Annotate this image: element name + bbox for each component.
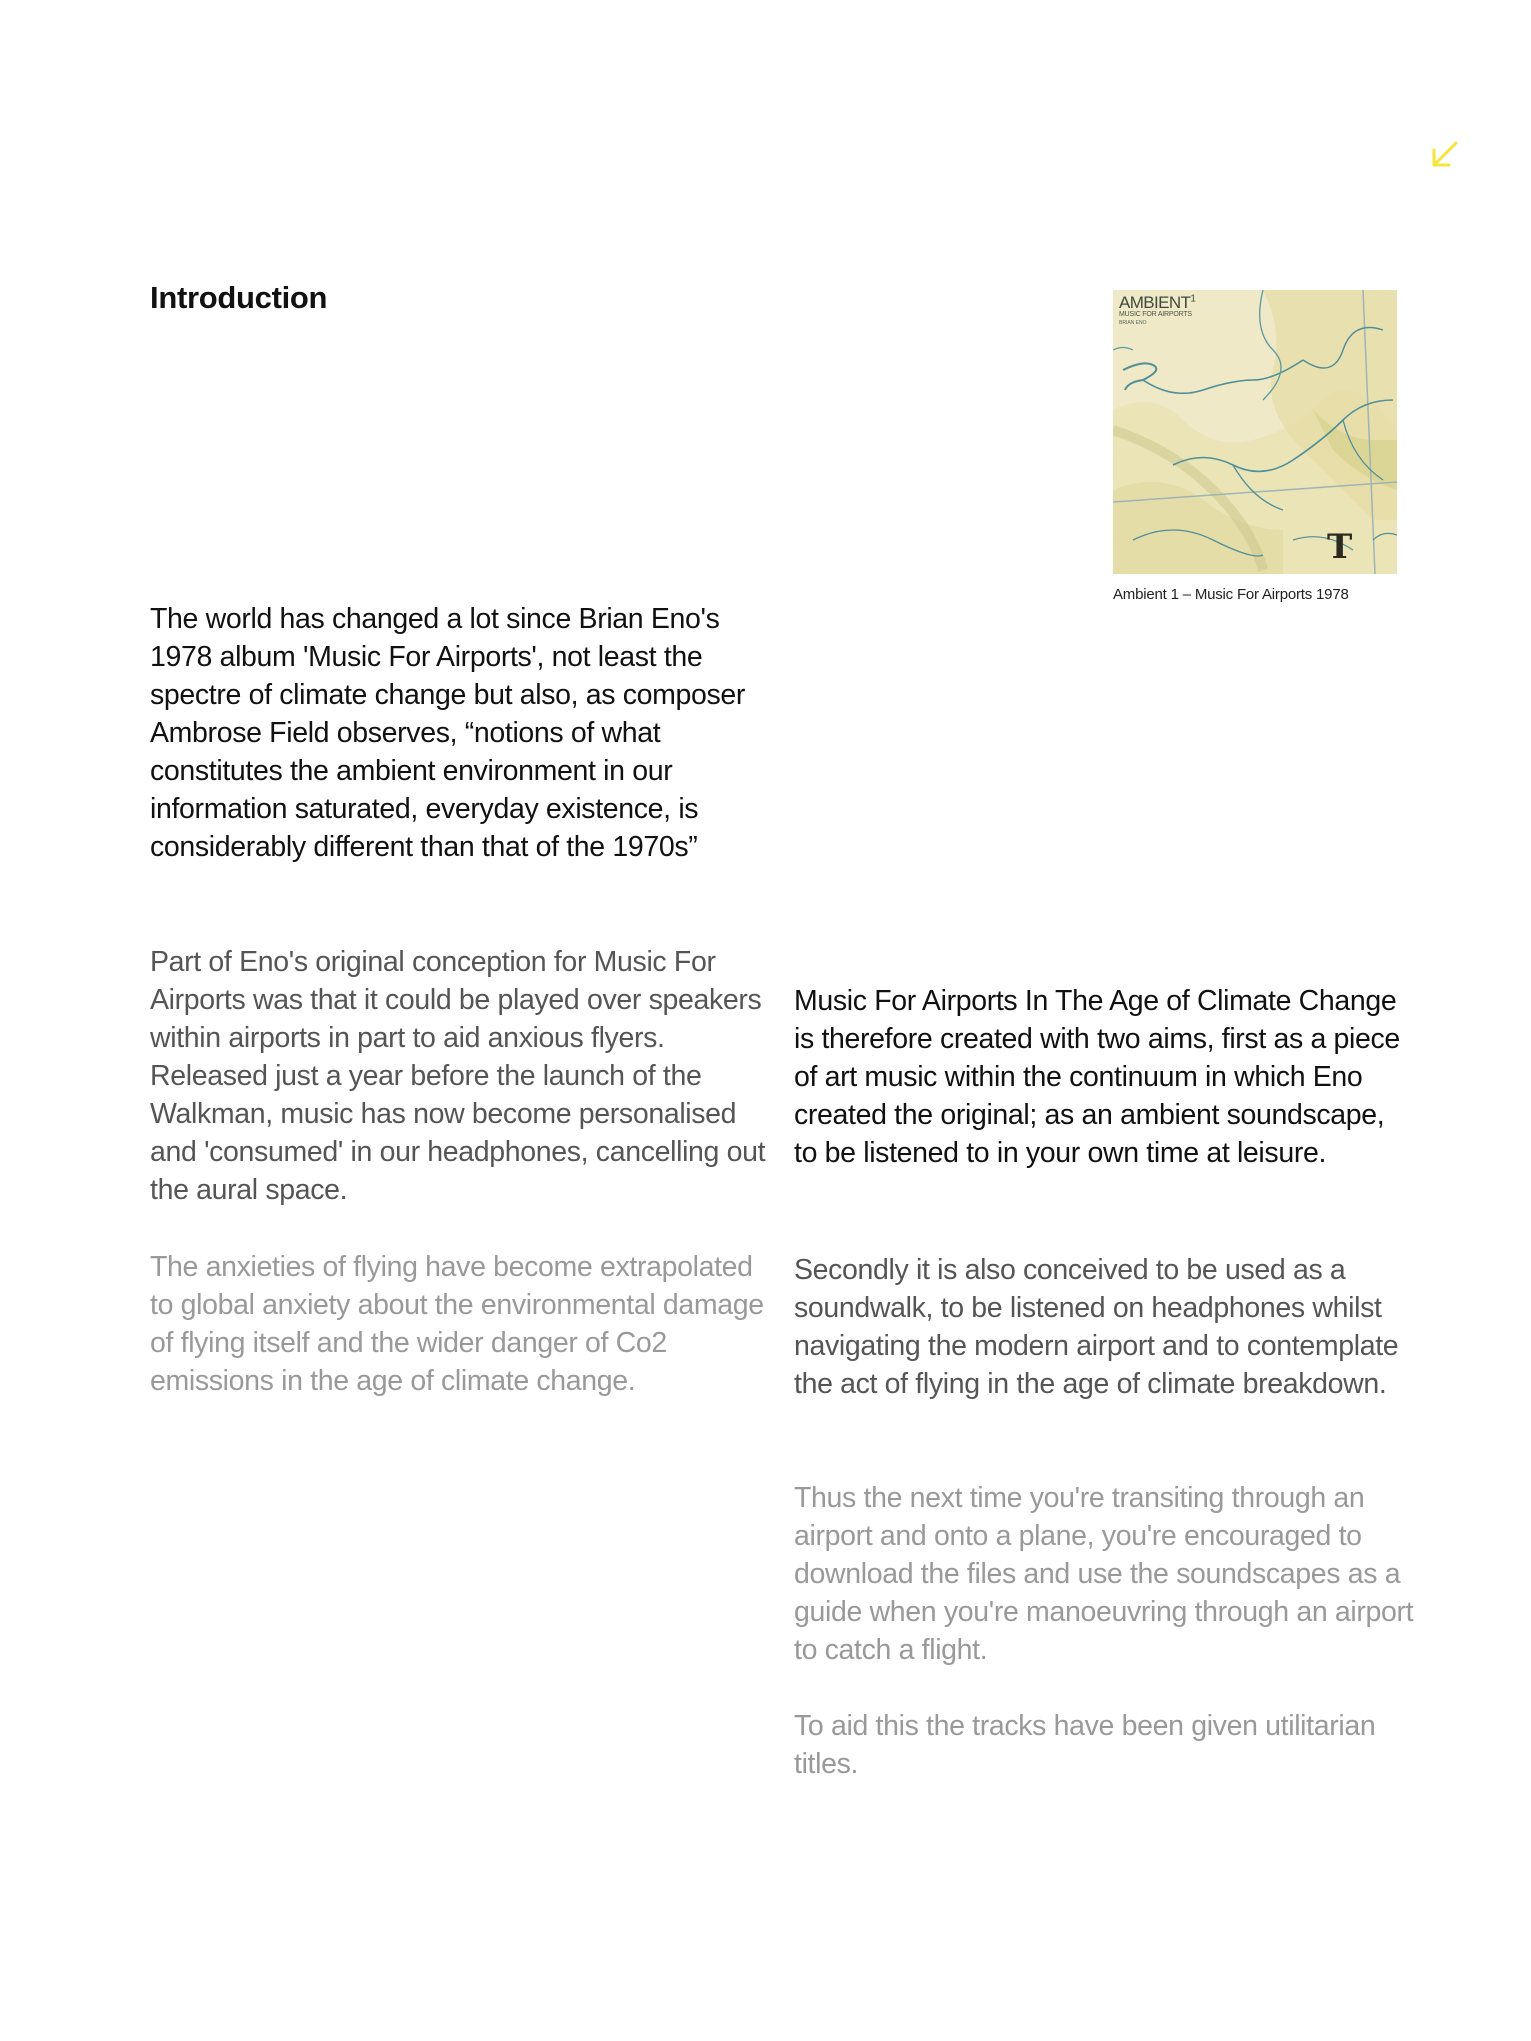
cover-title: AMBIENT$^1$ — [1119, 293, 1196, 312]
section-title: Introduction — [150, 280, 328, 315]
cover-subtitle: MUSIC FOR AIRPORTS — [1119, 311, 1192, 318]
album-cover-image — [1113, 290, 1397, 574]
cover-artist: BRIAN ENO — [1119, 320, 1147, 326]
paragraph: The world has changed a lot since Brian Eno's 1978 album 'Music For Airports', not least the spectre of climate change but also, as composer Ambrose Field observes, “notions of what constitutes the ambient environment in our information saturated, everyday existence, is considerably different than that of the 1970s” — [150, 603, 746, 863]
paragraph: To aid this the tracks have been given utilitarian titles. — [794, 1710, 1376, 1780]
paragraph: Part of Eno's original conception for Music For Airports was that it could be played over speakers within airports in part to aid anxious flyers. Released just a year before the launch of the Walkman, music has now become personalised and 'consumed' in our headphones, cancelling out the aural space. — [150, 946, 766, 1206]
image-caption: Ambient 1 – Music For Airports 1978 — [1113, 586, 1349, 603]
arrow-down-left-icon[interactable] — [1428, 138, 1462, 172]
paragraph: Music For Airports In The Age of Climate Change is therefore created with two aims, first as a piece of art music within the continuum in which Eno created the original; as an ambient soundscape, to be listened to in your own time at leisure. — [794, 985, 1400, 1169]
cover-letter: T — [1327, 527, 1353, 567]
paragraph: The anxieties of flying have become extrapolated to global anxiety about the environmental damage of flying itself and the wider danger of Co2 emissions in the age of climate change. — [150, 1251, 764, 1397]
paragraph: Thus the next time you're transiting through an airport and onto a plane, you're encouraged to download the files and use the soundscapes as a guide when you're manoeuvring through an airport to catch a flight. — [794, 1482, 1414, 1666]
paragraph: Secondly it is also conceived to be used as a soundwalk, to be listened on headphones whilst navigating the modern airport and to contemplate the act of flying in the age of climate breakdown. — [794, 1254, 1399, 1400]
